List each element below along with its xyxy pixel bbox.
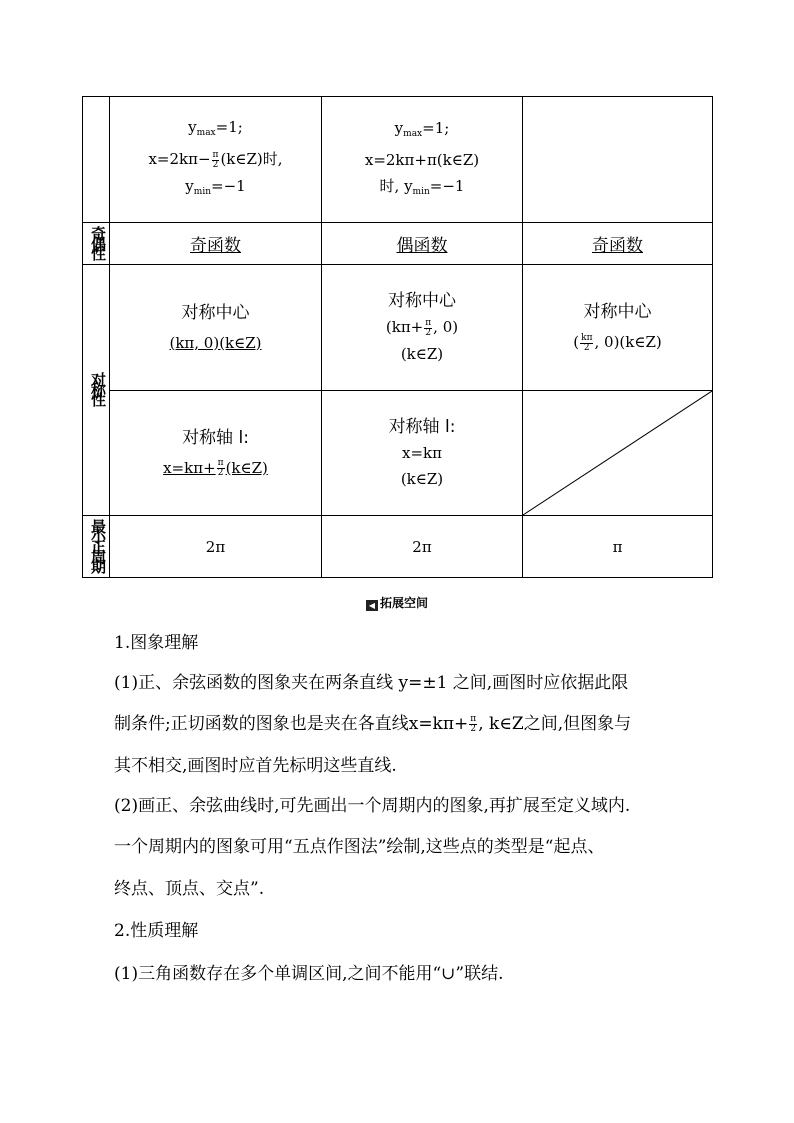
tan-axis-cell xyxy=(523,391,713,516)
sin-parity-cell: 奇函数 xyxy=(110,223,322,265)
row-label-period: 最小正周期 xyxy=(83,516,110,578)
sin-extrema-cell xyxy=(110,97,322,223)
sin-ymin: $y_{min}=-1$ xyxy=(185,176,246,197)
sin-period-cell: 2π xyxy=(110,516,322,578)
period-row xyxy=(83,516,713,578)
section1-p2-line3: 终点、顶点、交点”. xyxy=(114,879,265,899)
sin-center-cell: 对称中心 (kπ, 0)(k∈Z) xyxy=(110,265,322,391)
cos-ymin: 时, $y_{min}=-1$ xyxy=(379,176,465,197)
sin-center-value: (kπ, 0)(k∈Z) xyxy=(169,333,262,352)
tan-period-cell: π xyxy=(523,516,713,578)
cos-max-x: x=2kπ+π(k∈Z) xyxy=(364,150,480,169)
extrema-row xyxy=(83,97,713,223)
trig-properties-table xyxy=(82,96,713,578)
fraction: $\frac{\pi}{2}$ xyxy=(217,458,224,479)
expand-space-heading: ◀ 拓展空间 xyxy=(0,594,794,611)
section1-p1-line2: 制条件;正切函数的图象也是夹在各直线x=kπ+ $\frac{\pi}{2}$ , k∈Z之间,但图象与 xyxy=(114,714,632,734)
section2-p1-line1: (1)三角函数存在多个单调区间,之间不能用“∪”联结. xyxy=(114,964,504,984)
tan-extrema-cell xyxy=(523,97,713,223)
parity-row xyxy=(83,223,713,265)
row-label-empty xyxy=(83,97,110,223)
section1-p2-line2: 一个周期内的图象可用“五点作图法”绘制,这些点的类型是“起点、 xyxy=(114,837,605,857)
section1-title: 1.图象理解 xyxy=(114,633,199,653)
cos-axis-cell: 对称轴 l: x=kπ (k∈Z) xyxy=(322,391,523,516)
section1-p2-line1: (2)画正、余弦曲线时,可先画出一个周期内的图象,再扩展至定义域内. xyxy=(114,796,631,816)
tan-center-value: ( $\frac{k\pi}{2}$ , 0)(k∈Z) xyxy=(573,332,662,353)
cos-ymax: $y_{max}=1$; xyxy=(394,118,450,139)
cos-center-cell: 对称中心 (kπ+ $\frac{\pi}{2}$ , 0) (k∈Z) xyxy=(322,265,523,391)
symmetry-center-row xyxy=(83,265,713,391)
fraction: $\frac{\pi}{2}$ xyxy=(425,317,432,338)
tan-center-cell: 对称中心 ( $\frac{k\pi}{2}$ , 0)(k∈Z) xyxy=(523,265,713,391)
speaker-icon: ◀ xyxy=(366,600,378,611)
cos-period-cell: 2π xyxy=(322,516,523,578)
section2-title: 2.性质理解 xyxy=(114,921,199,941)
section1-p1-line1: (1)正、余弦函数的图象夹在两条直线 y=±1 之间,画图时应依据此限 xyxy=(114,673,629,693)
sin-ymax: $y_{max}=1$; xyxy=(188,118,243,139)
sin-axis-value: x=kπ+ $\frac{\pi}{2}$ (k∈Z) xyxy=(163,458,268,479)
row-label-parity: 奇偶性 xyxy=(83,223,110,265)
section1-p1-line3: 其不相交,画图时应首先标明这些直线. xyxy=(114,756,397,776)
fraction: $\frac{k\pi}{2}$ xyxy=(581,332,593,353)
sin-axis-cell: 对称轴 l: x=kπ+ $\frac{\pi}{2}$ (k∈Z) xyxy=(110,391,322,516)
fraction: $\frac{\pi}{2}$ xyxy=(470,714,477,734)
cos-extrema-cell xyxy=(322,97,523,223)
symmetry-axis-row xyxy=(83,391,713,516)
diagonal-line xyxy=(523,391,712,515)
fraction: $\frac{\pi}{2}$ xyxy=(212,149,219,170)
tan-parity-cell: 奇函数 xyxy=(523,223,713,265)
cos-center-value: (kπ+ $\frac{\pi}{2}$ , 0) xyxy=(385,317,459,338)
row-label-symmetry: 对称性 xyxy=(83,265,110,516)
sin-max-x: x=2kπ− $\frac{\pi}{2}$ (k∈Z)时, xyxy=(148,149,283,170)
cos-parity-cell: 偶函数 xyxy=(322,223,523,265)
